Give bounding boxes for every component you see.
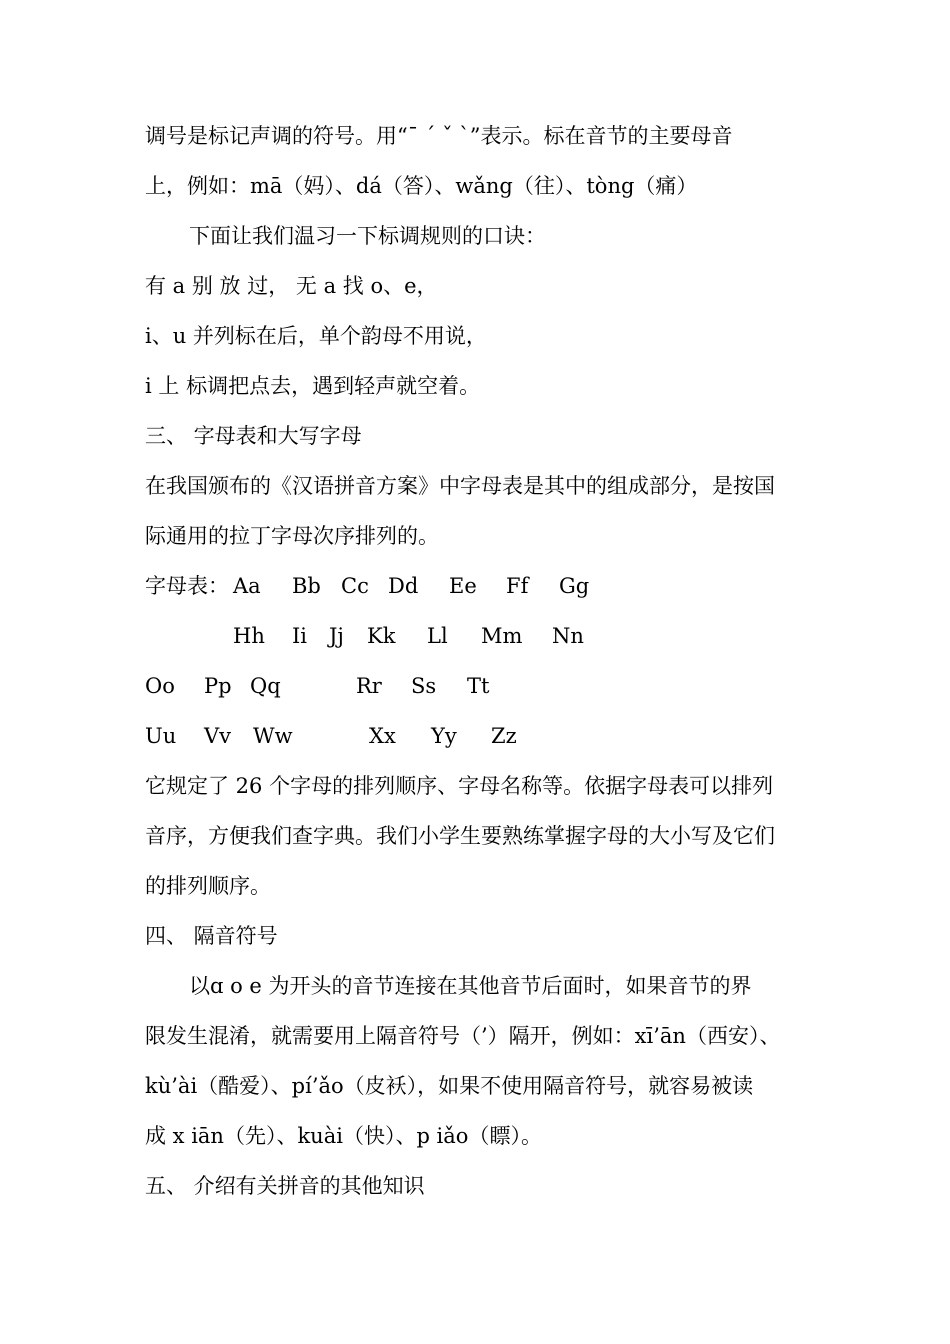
separator-paragraph-line-2: 限发生混淆，就需要用上隔音符号（’）隔开，例如：xī’ān（西安）、 xyxy=(145,1024,781,1048)
alphabet-letter: Cc xyxy=(341,574,369,598)
separator-paragraph-line-1: 以ɑ o e 为开头的音节连接在其他音节后面时，如果音节的界 xyxy=(189,974,752,998)
alphabet-letter: Uu xyxy=(145,724,177,748)
alphabet-letter: Ss xyxy=(411,674,437,698)
alphabet-letter: Ll xyxy=(427,624,448,648)
alphabet-intro-line-1: 在我国颁布的《汉语拼音方案》中字母表是其中的组成部分，是按国 xyxy=(145,474,775,498)
rhyme-line-3: i 上 标调把点去，遇到轻声就空着。 xyxy=(145,374,481,398)
alphabet-desc-line-3: 的排列顺序。 xyxy=(145,874,271,898)
alphabet-letter: Bb xyxy=(292,574,321,598)
alphabet-letter: Yy xyxy=(431,724,457,748)
alphabet-letter: Aa xyxy=(233,574,261,598)
alphabet-letter: Tt xyxy=(467,674,490,698)
separator-paragraph-line-3: kù’ài（酷爱）、pí’ǎo（皮袄），如果不使用隔音符号，就容易被读 xyxy=(145,1074,754,1098)
separator-paragraph-line-4: 成 x iān（先）、kuài（快）、p iǎo（瞟）。 xyxy=(145,1124,542,1148)
alphabet-letter: Ee xyxy=(449,574,477,598)
alphabet-letter: Dd xyxy=(388,574,419,598)
section-4-heading: 四、 隔音符号 xyxy=(145,924,278,948)
alphabet-letter: Qq xyxy=(250,674,281,698)
alphabet-letter: Hh xyxy=(233,624,265,648)
section-5-heading: 五、 介绍有关拼音的其他知识 xyxy=(145,1174,425,1198)
alphabet-letter: Pp xyxy=(204,674,232,698)
alphabet-letter: Xx xyxy=(369,724,396,748)
rhyme-intro: 下面让我们温习一下标调规则的口诀： xyxy=(189,224,546,248)
alphabet-letter: Ww xyxy=(253,724,293,748)
alphabet-letter: Oo xyxy=(145,674,175,698)
alphabet-letter: Ff xyxy=(506,574,529,598)
alphabet-letter: Kk xyxy=(367,624,396,648)
tone-mark-paragraph-line-2: 上，例如：mā（妈）、dá（答）、wǎng（往）、tòng（痛） xyxy=(145,174,698,198)
alphabet-letter: Rr xyxy=(356,674,382,698)
alphabet-desc-line-2: 音序，方便我们查字典。我们小学生要熟练掌握字母的大小写及它们 xyxy=(145,824,775,848)
alphabet-letter: Ii xyxy=(292,624,308,648)
section-3-heading: 三、 字母表和大写字母 xyxy=(145,424,362,448)
alphabet-letter: Jj xyxy=(329,624,344,648)
alphabet-letter: Vv xyxy=(204,724,232,748)
alphabet-label: 字母表： xyxy=(145,574,229,598)
tone-mark-paragraph-line-1: 调号是标记声调的符号。用“ˉ ˊ ˇ ˋ”表示。标在音节的主要母音 xyxy=(145,124,733,148)
alphabet-desc-line-1: 它规定了 26 个字母的排列顺序、字母名称等。依据字母表可以排列 xyxy=(145,774,774,798)
alphabet-letter: Zz xyxy=(491,724,517,748)
alphabet-letter: Gg xyxy=(559,574,590,598)
alphabet-letter: Mm xyxy=(481,624,523,648)
alphabet-intro-line-2: 际通用的拉丁字母次序排列的。 xyxy=(145,524,439,548)
rhyme-line-1: 有 a 别 放 过， 无 a 找 o、e， xyxy=(145,274,438,298)
rhyme-line-2: i、u 并列标在后，单个韵母不用说， xyxy=(145,324,487,348)
alphabet-letter: Nn xyxy=(552,624,584,648)
